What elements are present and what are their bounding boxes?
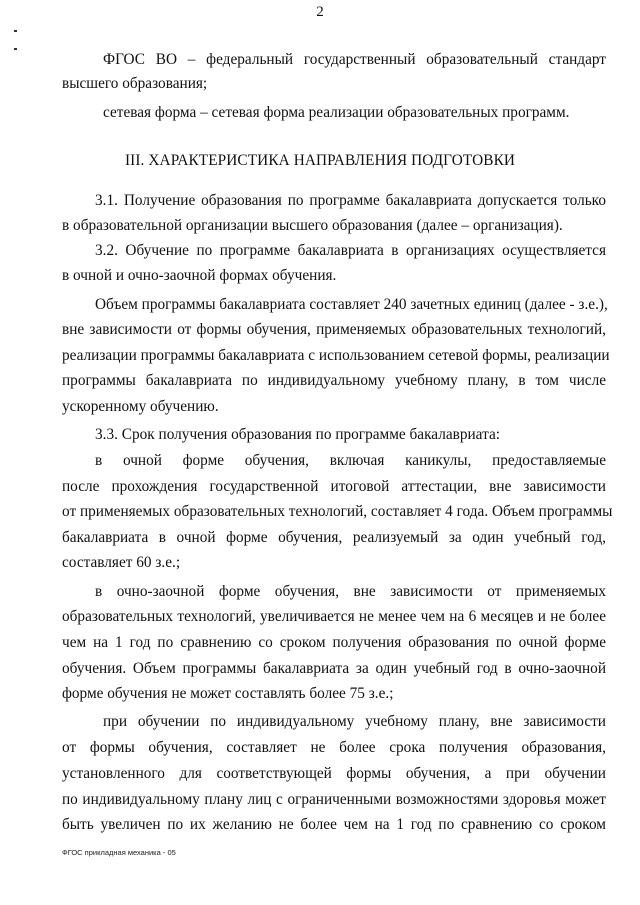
text-line: быть увеличен по их желанию не более чем на 1 год по сравнению со сроком — [62, 816, 606, 833]
text-line: высшего образования; — [62, 75, 208, 92]
text-line: вне зависимости от формы обучения, применяемых образовательных технологий, — [62, 321, 606, 338]
text-line: в очной и очно-заочной формах обучения. — [62, 267, 337, 284]
scan-mark — [14, 30, 17, 32]
text-line: от применяемых образовательных технологий, составляет 4 года. Объем программы — [62, 503, 613, 520]
text-line: после прохождения государственной итоговой аттестации, вне зависимости — [62, 478, 606, 495]
text-line: форме обучения не может составлять более 75 з.е.; — [62, 685, 394, 702]
text-line: бакалавриата в очной форме обучения, реализуемый за один учебный год, — [62, 529, 606, 546]
text-line: 3.3. Срок получения образования по программе бакалавриата: — [95, 426, 500, 443]
text-line: установленного для соответствующей формы обучения, а при обучении — [62, 765, 606, 782]
text-line: при обучении по индивидуальному учебному плану, вне зависимости — [103, 713, 606, 730]
footer-label: ФГОС прикладная механика - 05 — [62, 848, 176, 857]
text-line: в образовательной организации высшего образования (далее – организация). — [62, 217, 563, 234]
text-line: чем на 1 год по сравнению со сроком получения образования по очной форме — [62, 634, 606, 651]
text-line: от формы обучения, составляет не более срока получения образования, — [62, 739, 606, 756]
text-line: в очно-заочной форме обучения, вне зависимости от применяемых — [95, 583, 606, 600]
page-number: 2 — [316, 4, 324, 20]
text-line: обучения. Объем программы бакалавриата за один учебный год в очно-заочной — [62, 660, 606, 677]
text-line: ускоренному обучению. — [62, 398, 219, 415]
text-line: образовательных технологий, увеличивается не менее чем на 6 месяцев и не более — [62, 608, 606, 625]
scan-mark — [14, 48, 17, 50]
text-line: программы бакалавриата по индивидуальному учебному плану, в том числе — [62, 372, 606, 389]
text-line: в очной форме обучения, включая каникулы, предоставляемые — [95, 452, 606, 469]
text-line: 3.1. Получение образования по программе бакалавриата допускается только — [95, 192, 606, 209]
text-line: ФГОС ВО – федеральный государственный образовательный стандарт — [103, 51, 606, 68]
text-line: реализации программы бакалавриата с использованием сетевой формы, реализации — [62, 347, 610, 364]
text-line: сетевая форма – сетевая форма реализации образовательных программ. — [103, 104, 570, 121]
text-line: 3.2. Обучение по программе бакалавриата в организациях осуществляется — [95, 242, 606, 259]
section-heading: III. ХАРАКТЕРИСТИКА НАПРАВЛЕНИЯ ПОДГОТОВКИ — [124, 152, 516, 169]
text-line: составляет 60 з.е.; — [62, 554, 181, 571]
text-line: по индивидуальному плану лиц с ограниченными возможностями здоровья может — [62, 791, 606, 808]
text-line: Объем программы бакалавриата составляет 240 зачетных единиц (далее - з.е.), — [95, 296, 608, 313]
